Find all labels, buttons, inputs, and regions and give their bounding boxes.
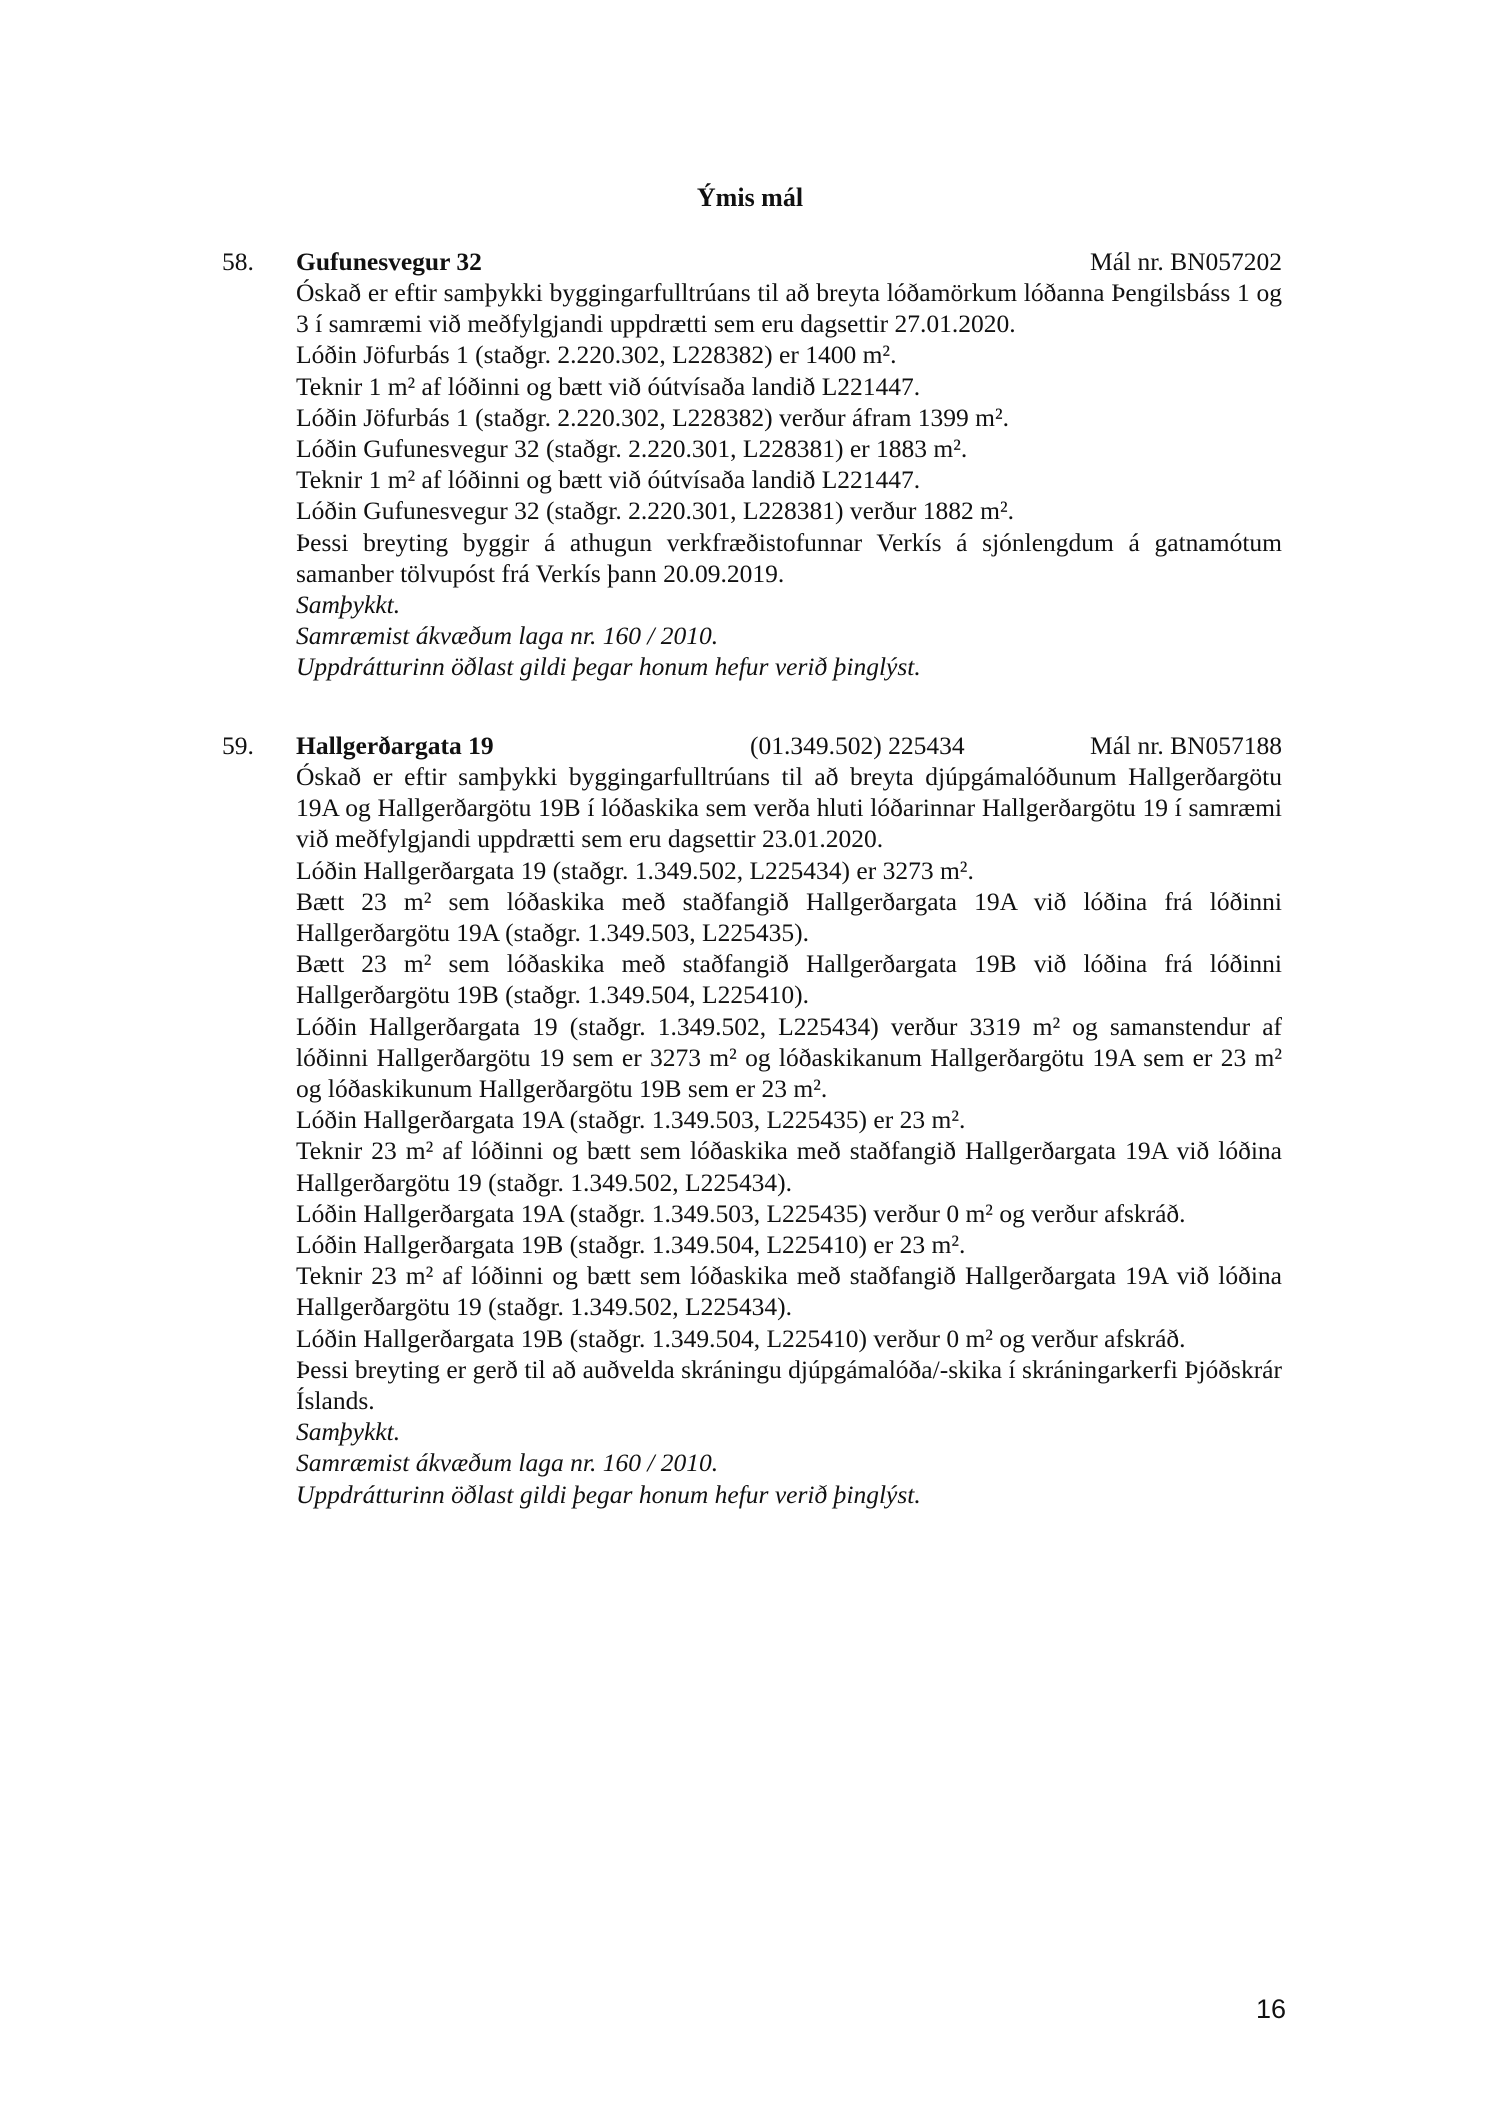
case-body bbox=[296, 277, 1282, 683]
case-paragraph: Óskað er eftir samþykki byggingarfulltrúans til að breyta lóðamörkum lóðanna Þengilsbáss 1 og 3 í samræmi við meðfylgjandi uppdrætti sem eru dagsettir 27.01.2020. bbox=[296, 278, 1282, 339]
approval-note: Samþykkt. bbox=[296, 590, 401, 620]
case-paragraph: Teknir 23 m² af lóðinni og bætt sem lóðaskika með staðfangið Hallgerðargata 19A við lóðina Hallgerðargötu 19 (staðgr. 1.349.502, L225434). bbox=[296, 1136, 1282, 1197]
case-paragraph: Lóðin Jöfurbás 1 (staðgr. 2.220.302, L228382) er 1400 m². bbox=[296, 340, 897, 370]
case-paragraph: Lóðin Hallgerðargata 19 (staðgr. 1.349.502, L225434) verður 3319 m² og samanstendur af lóðinni Hallgerðargötu 19 sem er 3273 m² og lóðaskikanum Hallgerðargötu 19A sem er 23 m² og lóðaskikunum Hallgerðargötu 19B sem er 23 m². bbox=[296, 1011, 1282, 1104]
case-paragraph: Þessi breyting byggir á athugun verkfræðistofunnar Verkís á sjónlengdum á gatnamótum samanber tölvupóst frá Verkís þann 20.09.2019. bbox=[296, 527, 1282, 588]
case-header bbox=[222, 730, 1282, 761]
section-title: Ýmis mál bbox=[696, 183, 804, 212]
case-number-ref: Mál nr. BN057188 bbox=[1090, 731, 1282, 760]
case-58 bbox=[222, 246, 1282, 683]
case-paragraph: Lóðin Hallgerðargata 19B (staðgr. 1.349.504, L225410) verður 0 m² og verður afskráð. bbox=[296, 1323, 1186, 1353]
case-paragraph: Lóðin Gufunesvegur 32 (staðgr. 2.220.301, L228381) er 1883 m². bbox=[296, 434, 968, 464]
validity-note: Uppdrátturinn öðlast gildi þegar honum hefur verið þinglýst. bbox=[296, 652, 921, 682]
case-body bbox=[296, 761, 1282, 1510]
case-title: Hallgerðargata 19 bbox=[296, 731, 494, 760]
case-59 bbox=[222, 730, 1282, 1510]
approval-note: Samþykkt. bbox=[296, 1417, 401, 1447]
case-paragraph: Lóðin Hallgerðargata 19A (staðgr. 1.349.503, L225435) er 23 m². bbox=[296, 1105, 966, 1135]
case-paragraph: Lóðin Hallgerðargata 19B (staðgr. 1.349.504, L225410) er 23 m². bbox=[296, 1230, 966, 1260]
law-note: Samræmist ákvæðum laga nr. 160 / 2010. bbox=[296, 1448, 719, 1478]
case-title: Gufunesvegur 32 bbox=[296, 247, 482, 276]
case-paragraph: Teknir 23 m² af lóðinni og bætt sem lóðaskika með staðfangið Hallgerðargata 19A við lóðina Hallgerðargötu 19 (staðgr. 1.349.502, L225434). bbox=[296, 1261, 1282, 1322]
case-number-ref: Mál nr. BN057202 bbox=[1090, 247, 1282, 276]
case-number: 58. bbox=[222, 247, 254, 276]
case-paragraph: Bætt 23 m² sem lóðaskika með staðfangið Hallgerðargata 19B við lóðina frá lóðinni Hallgerðargötu 19B (staðgr. 1.349.504, L225410). bbox=[296, 949, 1282, 1010]
validity-note: Uppdrátturinn öðlast gildi þegar honum hefur verið þinglýst. bbox=[296, 1479, 921, 1509]
case-paragraph: Teknir 1 m² af lóðinni og bætt við óútvísaða landið L221447. bbox=[296, 371, 921, 401]
case-paragraph: Lóðin Hallgerðargata 19A (staðgr. 1.349.503, L225435) verður 0 m² og verður afskráð. bbox=[296, 1198, 1186, 1228]
page-number: 16 bbox=[1255, 1994, 1286, 2024]
case-paragraph: Lóðin Hallgerðargata 19 (staðgr. 1.349.502, L225434) er 3273 m². bbox=[296, 855, 974, 885]
case-paragraph: Lóðin Gufunesvegur 32 (staðgr. 2.220.301, L228381) verður 1882 m². bbox=[296, 496, 1014, 526]
case-paragraph: Lóðin Jöfurbás 1 (staðgr. 2.220.302, L228382) verður áfram 1399 m². bbox=[296, 402, 1010, 432]
case-paragraph: Óskað er eftir samþykki byggingarfulltrúans til að breyta djúpgámalóðunum Hallgerðargötu 19A og Hallgerðargötu 19B í lóðaskika sem verða hluti lóðarinnar Hallgerðargötu 19 í samræmi við meðfylgjandi uppdrætti sem eru dagsettir 23.01.2020. bbox=[296, 762, 1282, 854]
law-note: Samræmist ákvæðum laga nr. 160 / 2010. bbox=[296, 621, 719, 651]
case-land-reference: (01.349.502) 225434 bbox=[750, 731, 965, 760]
case-number: 59. bbox=[222, 731, 254, 760]
case-paragraph: Þessi breyting er gerð til að auðvelda skráningu djúpgámalóða/-skika í skráningarkerfi Þjóðskrár Íslands. bbox=[296, 1354, 1282, 1416]
case-paragraph: Teknir 1 m² af lóðinni og bætt við óútvísaða landið L221447. bbox=[296, 465, 921, 495]
case-header bbox=[222, 246, 1282, 277]
case-paragraph: Bætt 23 m² sem lóðaskika með staðfangið Hallgerðargata 19A við lóðina frá lóðinni Hallgerðargötu 19A (staðgr. 1.349.503, L225435). bbox=[296, 886, 1282, 948]
